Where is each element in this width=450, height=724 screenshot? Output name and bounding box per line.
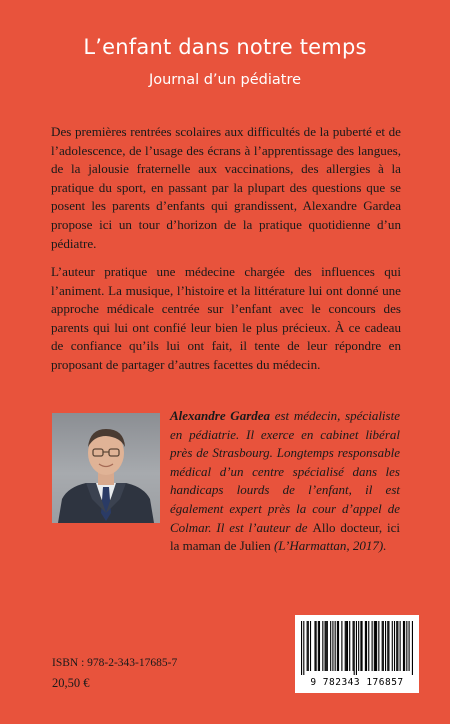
blurb-paragraph-1: Des premières rentrées scolaires aux difficultés de la puberté et de l’adolescence, de l’usage des écrans à l’apprentissage des langues, de la jalousie fraternelle aux vaccinations, des allergies à la pratique du sport, en passant par la plupart des questions que se posent les parents d’enfants qui grandissent, Alexandre Gardea propose ici un tour d’horizon de la pratique quotidienne d’un pédiatre. [51,124,401,251]
barcode [295,615,419,693]
author-bio [170,407,400,556]
isbn: ISBN : 978-2-343-17685-7 [52,657,178,669]
author-bio-text-1: est médecin, spécialiste en pédiatrie. Il exerce en cabinet libéral près de Strasbourg. Longtemps responsable médical d’un centre spécialisé dans les handicaps lourds de l’enfant, il est également expert près la cour d’appel de Colmar. Il est l’auteur de [170,408,400,535]
price: 20,50 € [52,676,90,690]
author-photo [52,413,160,523]
barcode-icon [301,621,413,675]
author-portrait-icon [52,413,160,523]
author-name: Alexandre Gardea [170,408,271,423]
blurb-paragraph-2: L’auteur pratique une médecine chargée des influences qui l’animent. La musique, l’histoire et la littérature lui ont donné une approche médicale centrée sur l’enfant avec le concours des parents qui lui ont confié leur bien le plus précieux. À ce cadeau de confiance qu’ils lui ont fait, il tente de leur répondre en proposant de partager d’autres facettes du médecin. [51,264,401,372]
book-subtitle: Journal d’un pédiatre [148,72,302,88]
barcode-number: 9 782343 176857 [310,677,404,688]
author-previous-book: Allo docteur, ici la maman de Julien [170,519,400,554]
author-bio-text-2: (L’Harmattan, 2017). [270,538,387,554]
book-title: L’enfant dans notre temps [83,35,367,59]
